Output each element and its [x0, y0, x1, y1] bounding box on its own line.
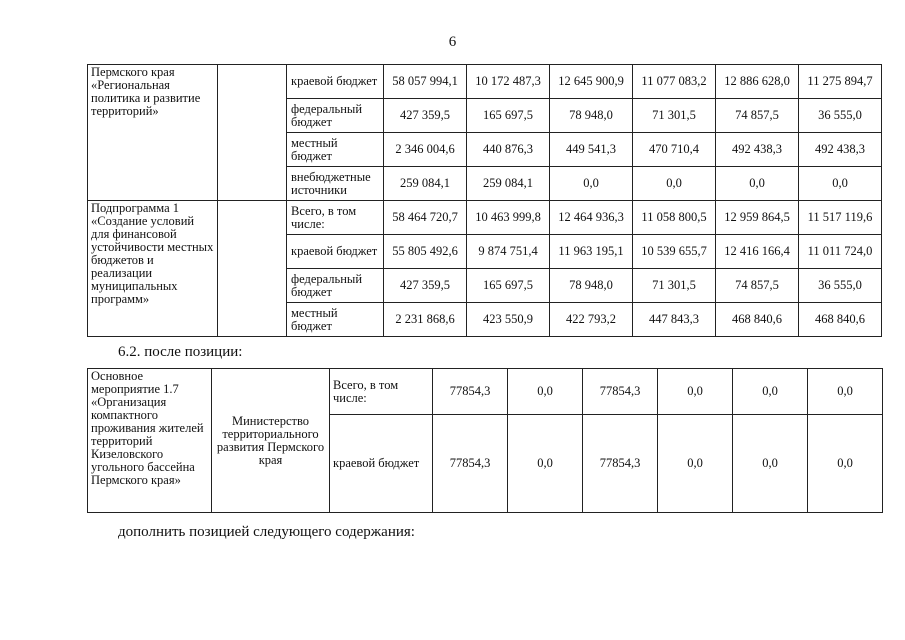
- funding-source-cell: местный бюджет: [287, 133, 384, 167]
- value-cell: 11 517 119,6: [799, 201, 882, 235]
- budget-table-2: [87, 368, 883, 513]
- table2-row: [88, 369, 883, 415]
- value-cell: 422 793,2: [550, 303, 633, 337]
- value-cell: 2 346 004,6: [384, 133, 467, 167]
- value-cell: 0,0: [633, 167, 716, 201]
- value-cell: 11 963 195,1: [550, 235, 633, 269]
- value-cell: 0,0: [508, 415, 583, 513]
- funding-source-cell: федеральный бюджет: [287, 269, 384, 303]
- value-cell: 423 550,9: [467, 303, 550, 337]
- value-cell: 74 857,5: [716, 99, 799, 133]
- value-cell: 11 058 800,5: [633, 201, 716, 235]
- executor-cell: [218, 201, 287, 337]
- executor-cell: [218, 65, 287, 201]
- value-cell: 259 084,1: [384, 167, 467, 201]
- table1-body: [88, 65, 882, 337]
- value-cell: 468 840,6: [799, 303, 882, 337]
- value-cell: 0,0: [808, 369, 883, 415]
- value-cell: 10 463 999,8: [467, 201, 550, 235]
- executor-cell: Министерство территориального развития Пермского края: [212, 369, 330, 513]
- value-cell: 2 231 868,6: [384, 303, 467, 337]
- value-cell: 440 876,3: [467, 133, 550, 167]
- value-cell: 11 011 724,0: [799, 235, 882, 269]
- value-cell: 74 857,5: [716, 269, 799, 303]
- funding-source-cell: краевой бюджет: [287, 235, 384, 269]
- value-cell: 9 874 751,4: [467, 235, 550, 269]
- budget-table-1: [87, 64, 882, 337]
- value-cell: 0,0: [733, 415, 808, 513]
- funding-source-cell: федеральный бюджет: [287, 99, 384, 133]
- value-cell: 0,0: [658, 369, 733, 415]
- funding-source-cell: краевой бюджет: [287, 65, 384, 99]
- program-name-cell: Основное мероприятие 1.7 «Организация компактного проживания жителей территорий Кизеловского угольного бассейна Пермского края»: [88, 369, 212, 513]
- value-cell: 12 416 166,4: [716, 235, 799, 269]
- value-cell: 11 077 083,2: [633, 65, 716, 99]
- value-cell: 427 359,5: [384, 99, 467, 133]
- value-cell: 12 645 900,9: [550, 65, 633, 99]
- value-cell: 0,0: [508, 369, 583, 415]
- value-cell: 0,0: [716, 167, 799, 201]
- value-cell: 12 886 628,0: [716, 65, 799, 99]
- table1-row: [88, 201, 882, 235]
- value-cell: 77854,3: [583, 415, 658, 513]
- value-cell: 77854,3: [433, 369, 508, 415]
- value-cell: 0,0: [799, 167, 882, 201]
- funding-source-cell: Всего, в том числе:: [330, 369, 433, 415]
- value-cell: 58 057 994,1: [384, 65, 467, 99]
- value-cell: 78 948,0: [550, 99, 633, 133]
- funding-source-cell: краевой бюджет: [330, 415, 433, 513]
- table1-row: [88, 65, 882, 99]
- funding-source-cell: местный бюджет: [287, 303, 384, 337]
- page-number: 6: [448, 34, 457, 50]
- value-cell: 0,0: [658, 415, 733, 513]
- value-cell: 449 541,3: [550, 133, 633, 167]
- value-cell: 78 948,0: [550, 269, 633, 303]
- value-cell: 12 464 936,3: [550, 201, 633, 235]
- value-cell: 77854,3: [583, 369, 658, 415]
- value-cell: 0,0: [550, 167, 633, 201]
- funding-source-cell: внебюджетные источники: [287, 167, 384, 201]
- value-cell: 55 805 492,6: [384, 235, 467, 269]
- program-name-cell: Пермского края «Региональная политика и развитие территорий»: [88, 65, 218, 201]
- value-cell: 447 843,3: [633, 303, 716, 337]
- value-cell: 77854,3: [433, 415, 508, 513]
- value-cell: 470 710,4: [633, 133, 716, 167]
- value-cell: 10 539 655,7: [633, 235, 716, 269]
- value-cell: 0,0: [733, 369, 808, 415]
- value-cell: 165 697,5: [467, 99, 550, 133]
- value-cell: 0,0: [808, 415, 883, 513]
- value-cell: 492 438,3: [799, 133, 882, 167]
- paragraph-add-position: дополнить позицией следующего содержания:: [118, 524, 415, 540]
- value-cell: 165 697,5: [467, 269, 550, 303]
- value-cell: 10 172 487,3: [467, 65, 550, 99]
- value-cell: 12 959 864,5: [716, 201, 799, 235]
- funding-source-cell: Всего, в том числе:: [287, 201, 384, 235]
- value-cell: 71 301,5: [633, 269, 716, 303]
- value-cell: 427 359,5: [384, 269, 467, 303]
- value-cell: 36 555,0: [799, 269, 882, 303]
- value-cell: 11 275 894,7: [799, 65, 882, 99]
- paragraph-after-position: 6.2. после позиции:: [118, 344, 243, 360]
- program-name-cell: Подпрограмма 1 «Создание условий для финансовой устойчивости местных бюджетов и реализации муниципальных программ»: [88, 201, 218, 337]
- value-cell: 492 438,3: [716, 133, 799, 167]
- value-cell: 259 084,1: [467, 167, 550, 201]
- value-cell: 36 555,0: [799, 99, 882, 133]
- value-cell: 58 464 720,7: [384, 201, 467, 235]
- value-cell: 71 301,5: [633, 99, 716, 133]
- value-cell: 468 840,6: [716, 303, 799, 337]
